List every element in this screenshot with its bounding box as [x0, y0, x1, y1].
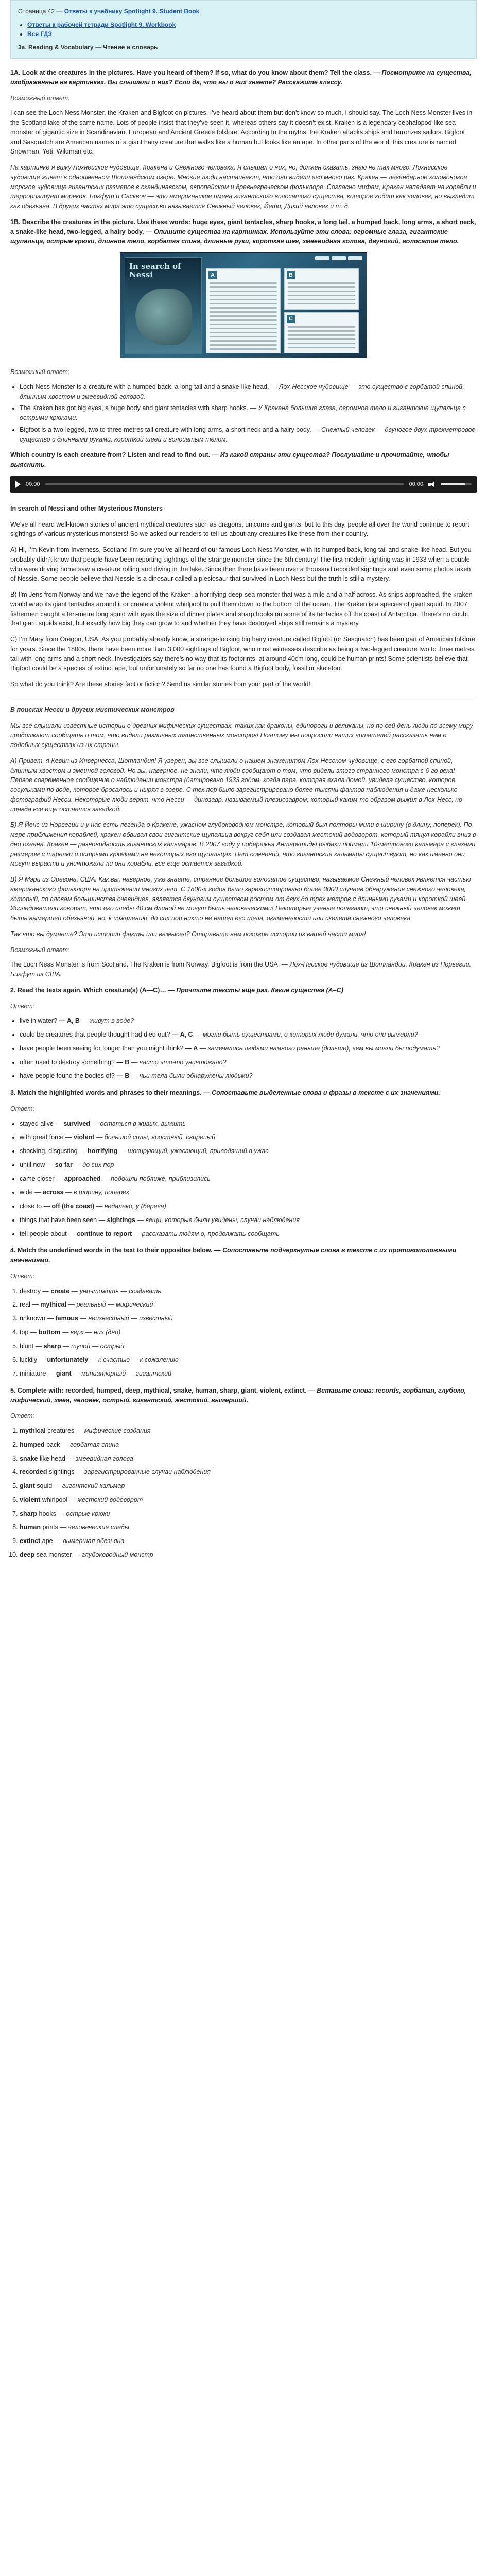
task-5-title-en: 5. Complete with: recorded, humped, deep, mythical, snake, human, sharp, giant, violent, extinct.	[10, 1386, 307, 1394]
list-item: 1. mythical creatures — мифические создания	[20, 1426, 477, 1436]
possible-answer-label: Возможный ответ:	[10, 94, 70, 102]
task-5-title-ru: — Вставьте слова: records, горбатая, глубоко, мифический, змея, человек, острый, гигантский, жестокий, вымерший.	[10, 1386, 466, 1404]
task-1b-title	[10, 217, 477, 246]
list-item: • shocking, disgusting — horrifying — шокирующий, ужасающий, приводящий в ужас	[20, 1146, 477, 1156]
textbook-page-image	[120, 252, 367, 358]
task-3-title	[10, 1088, 477, 1098]
workbook-link[interactable]: Ответы к рабочей тетради Spotlight 9. Workbook	[27, 21, 176, 28]
task-2-title-en: 2. Read the texts again. Which creature(s) (A—C)…	[10, 986, 166, 994]
audio-duration: 00:00	[409, 481, 423, 487]
list-item: • until now — so far — до сих пор	[20, 1160, 477, 1170]
text-column-b	[284, 268, 359, 310]
list-item: • close to — off (the coast) — недалеко, у (берега)	[20, 1201, 477, 1211]
reading-ru-paragraph-b: Б) Я Йенс из Норвегии и у нас есть легенда о Кракене, ужасном глубоководном монстре, который был полторы мили в ширину (в длину, поперек). По мере приближения кораблей, кракен обвивал свои гигантские щупальца вокруг себя или создавал жестокий водоворот, который тянул корабли вниз в дно океана. Кракен — разновидность гигантских кальмаров. В 2007 году у побережья Антарктиды рыбаки поймали 10-метрового кальмара с глазами размером с тарелки и острыми крючками на некоторых его щупальцах. Нет сомнений, что гигантские кальмары существуют, но как именно они могут вырасти и уничтожали ли они корабли, все еще остается загадкой.	[10, 821, 476, 868]
possible-answer-label: Возможный ответ:	[10, 368, 70, 376]
list-item: • things that have been seen — sightings — вещи, которые были увидены, случаи наблюдения	[20, 1215, 477, 1225]
list-item	[27, 29, 469, 39]
related-links	[27, 20, 469, 39]
task-3-title-ru: — Сопоставьте выделенные слова и фразы в тексте с их значениями.	[203, 1089, 440, 1096]
letter-b: B	[287, 271, 295, 279]
list-item: 6. luckily — unfortunately — к счастью — к сожалению	[20, 1355, 477, 1365]
task-1a-title-ru: — Посмотрите на существа, изображенные на картинках. Вы слышали о них? Если да, что вы о них знаете? Расскажите классу.	[10, 69, 472, 86]
image-title: In search of Nessi	[129, 262, 181, 279]
list-item: 5. blunt — sharp — тупой — острый	[20, 1342, 477, 1351]
monster-illustration	[135, 289, 192, 345]
student-book-link[interactable]: Ответы к учебнику Spotlight 9. Student Book	[64, 8, 200, 15]
list-item: 6. violent whirlpool — жестокий водоворот	[20, 1495, 477, 1505]
list-item: 7. sharp hooks — острые крюки	[20, 1509, 477, 1519]
section-tag: 3a. Reading & Vocabulary — Чтение и словарь	[18, 44, 158, 51]
task-which-title	[10, 450, 477, 470]
list-item: 2. humped back — горбатая спина	[20, 1440, 477, 1450]
answer-label: Ответ:	[10, 1272, 35, 1280]
answer-label: Ответ:	[10, 1412, 35, 1420]
list-item: • with great force — violent — большой силы, яростный, свирепый	[20, 1132, 477, 1142]
answer-label: Ответ:	[10, 1002, 35, 1010]
task-5-title	[10, 1386, 477, 1405]
list-item: 8. human prints — человеческие следы	[20, 1522, 477, 1532]
task-2-title	[10, 986, 477, 995]
list-item: 3. unknown — famous — неизвестный — известный	[20, 1314, 477, 1324]
list-item: 4. recorded sightings — зарегистрированные случаи наблюдения	[20, 1467, 477, 1477]
list-item: 5. giant squid — гигантский кальмар	[20, 1481, 477, 1491]
text-column-a	[206, 268, 281, 353]
letter-a: A	[208, 271, 217, 279]
task-2-answers	[20, 1016, 477, 1081]
task-1a-title-en: 1A. Look at the creatures in the pictures. Have you heard of them? If so, what do you know about them? Tell the class.	[10, 69, 372, 76]
breadcrumb	[18, 7, 469, 16]
header-box	[10, 0, 477, 59]
audio-current-time: 00:00	[26, 481, 40, 487]
task-4-answers	[20, 1286, 477, 1379]
list-item: • could be creatures that people thought had died out? — A, C — могли быть существами, о которых люди думали, что они вымерли?	[20, 1030, 477, 1040]
task-2-title-ru: — Прочтите тексты еще раз. Какие существа (А–С)	[168, 986, 343, 994]
reading-title: In search of Nessi and other Mysterious Monsters	[10, 504, 163, 512]
task-which-title-en: Which country is each creature from? Listen and read to find out.	[10, 451, 211, 459]
list-item	[27, 20, 469, 29]
task-1b-answers	[20, 382, 477, 445]
list-item: 10. deep sea monster — глубоководный монстр	[20, 1550, 477, 1560]
task-1b-title-en: 1B. Describe the creatures in the picture. Use these words: huge eyes, giant tentacles, sharp hooks, a long tail, a humped back, long arms, a short neck, a snake-like head, two-legged, a hairy body.	[10, 218, 476, 235]
list-item: 7. miniature — giant — миниатюрный — гигантский	[20, 1369, 477, 1379]
list-item: 3. snake like head — змеевидная голова	[20, 1454, 477, 1464]
task-1a-answer-en: I can see the Loch Ness Monster, the Kraken and Bigfoot on pictures. I’ve heard about them but don’t know so much, I should say. The Loch Ness Monster lives in the Scotland lake of the same name. Lots of people insist that they’ve seen it, whereas others say it doesn’t exist. Kraken is a legendary cephalopod-like sea monster of gigantic size in Scandinavian, European and Ancient Greece folklore. According to the myths, the Kraken attacks ships and terrorizes sailors. Bigfoot and Sasquatch are American names of a giant hairy creature that walks like a human but looks like an ape. In other parts of the world, this creature is named Snowman, Yeti, Wildman etc.	[10, 109, 473, 156]
page-tabs	[315, 256, 362, 260]
task-4-title	[10, 1246, 477, 1265]
reading-closing: So what do you think? Are these stories fact or fiction? Send us similar stories from your part of the world!	[10, 681, 310, 688]
list-item: • live in water? — A, B — живут в воде?	[20, 1016, 477, 1026]
task-3-title-en: 3. Match the highlighted words and phrases to their meanings.	[10, 1089, 202, 1096]
list-item: • wide — across — в ширину, поперек	[20, 1188, 477, 1197]
answer-label: Ответ:	[10, 1105, 35, 1112]
list-item: • often used to destroy something? — B — часто что-то уничтожало?	[20, 1058, 477, 1067]
list-item: 9. extinct ape — вымершая обезьяна	[20, 1536, 477, 1546]
task-4-title-ru: — Сопоставьте подчеркнутые слова в тексте с их противоположными значениями.	[10, 1247, 457, 1264]
audio-progress-bar[interactable]	[45, 483, 404, 485]
reading-ru-closing: Так что вы думаете? Эти истории факты или вымысел? Отправьте нам похожие истории из вашей части мира!	[10, 930, 366, 938]
reading-ru-paragraph-a: А) Привет, я Кевин из Инвернесса, Шотландия! Я уверен, вы все слышали о нашем знаменитом Лох-Несском чудовище, с его горбатой спиной, длинным хвостом и змеиной головой. Но вы, наверное, не знали, что люди сообщают о том, что видели этого странного монстра с 6-го века! Первое современное сообщение о наблюдении монстра (датировано 1933 годом, когда пара, которая ехала домой, увидела существо, которое сосульками по воде, которое бросалось и нырял в озере. С тех пор было зарегистрировано более тысячи фактов наблюдения и даже несколько фотографий Несси. Некоторые люди верят, что Несси — динозавр, называемый плезиозавром, который каким-то образом выжил в Лох-Несс, но правда все еще остается загадкой.	[10, 757, 462, 813]
all-gdz-link[interactable]: Все ГДЗ	[27, 30, 53, 38]
reading-ru-intro: Мы все слышали известные истории о древних мифических существах, таких как драконы, единороги и великаны, но по сей день люди по всему миру продолжают сообщать о том, что видели различных таинственных монстров! Поэтому мы попросили наших читателей рассказать нам о подобных существах из их страны.	[10, 722, 473, 749]
task-5-answers	[20, 1426, 477, 1560]
list-item: • have people found the bodies of? — B — чьи тела были обнаружены людьми?	[20, 1071, 477, 1081]
reading-ru-title: В поисках Несси и других мистических монстров	[10, 706, 175, 714]
task-4-title-en: 4. Match the underlined words in the text to their opposites below.	[10, 1247, 213, 1255]
page-illustration	[125, 257, 202, 354]
list-item: • have people been seeing for longer than you might think? — A — замечались людьми намного раньше (дольше), чем вы могли бы подумать?	[20, 1044, 477, 1054]
letter-c: C	[287, 315, 295, 323]
possible-answer-label: Возможный ответ:	[10, 946, 70, 954]
task-1b-title-ru: — Опишите существа на картинках. Используйте эти слова: огромные глаза, гигантские щупальца, острые крюки, длинное тело, горбатая спина, длинные руки, короткая шея, змеевидная голова, двуногий, волосатое тело.	[10, 228, 459, 245]
list-item: • stayed alive — survived — остаться в живых, выжить	[20, 1119, 477, 1129]
list-item: • came closer — approached — подошли поближе, приблизились	[20, 1174, 477, 1184]
task-1a-title	[10, 68, 477, 88]
volume-slider[interactable]	[441, 483, 472, 485]
reading-paragraph-a: A) Hi, I’m Kevin from Inverness, Scotland I’m sure you’ve all heard of our famous Loch Ness Monster, with its humped back, long tail and snake-like head. But you probably didn’t know that people have been reporting sightings of the strange monster since the 6th century! The first modern sighting was in 1933 when a couple who were driving home saw a creature rolling and diving in the lake. Since then there have been over a thousand recorded sightings and even some photos taken of Nessie. Some people believe that Nessie is a dinosaur called a plesiosaur that survived in Loch Ness but the truth is still a mystery.	[10, 546, 472, 583]
breadcrumb-prefix: Страница 42 —	[18, 8, 63, 15]
list-item: 2. real — mythical — реальный — мифический	[20, 1300, 477, 1310]
task-3-answers	[20, 1119, 477, 1239]
task-1a-answer-ru: На картинке я вижу Лохнесское чудовище, Кракена и Снежного человека. Я слышал о них, но, должен сказать, знаю не так много. Лохнесское чудовище живет в одноименном Шотландском озере. Многие люди настаивают, что они видели его много раз. Кракен — легендарное головоногое морское чудовище гигантских размеров в скандинавском, европейском и древнегреческом фольклоре. Согласно мифам, Кракен нападает на корабли и терроризирует моряков. Бигфут и Сасквоч — это американские имена гигантского волосатого существа, которое ходит как человек, но выглядит как обезьяна. В других частях мира это существо называется Снежный человек, Йети, Дикий человек и т. д.	[10, 164, 476, 210]
reading-ru-paragraph-c: В) Я Мэри из Орегона, США. Как вы, наверное, уже знаете, странное большое волосатое существо, называемое Снежный человек является частью американского фольклора на протяжении многих лет. С 1800-х годов было зарегистрировано более 3000 случаев обнаружения снежного человека, который, по словам большинства очевидцев, является двуногим существом ростом от двух до трех метров с длинными руками и короткой шеей. Исследователи говорят, что его следы 40 см длиной не могут быть человеческими! Некоторые ученые полагают, что снежный человек может быть вымершей обезьяной, но, к сожалению, до сих пор никто не нашел его тела, окаменелости или скелета снежного человека.	[10, 876, 471, 922]
reading-paragraph-b: B) I’m Jens from Norway and we have the legend of the Kraken, a horrifying deep-sea monster that was a mile and a half across. As ships approached, the kraken would wrap its giant tentacles around it or create a violent whirlpool to pull them down to the bottom of the ocean. The Kraken is a species of giant squid. In 2007, fishermen caught a ten-metre long squid with eyes the size of dinner plates and sharp hooks on some of its tentacles off the coast of Antarctica. There’s no doubt that giant squids exist, but exactly how big they can grow to and whether they have destroyed ships still remains a mystery.	[10, 591, 473, 628]
list-item: 1. destroy — create — уничтожить — создавать	[20, 1286, 477, 1296]
audio-player	[10, 476, 477, 493]
list-item: • Loch Ness Monster is a creature with a humped back, a long tail and a snake-like head. — Лох-Несское чудовище — это существо с горбатой спиной, длинным хвостом и змеевидной головой.	[20, 382, 477, 402]
reading-paragraph-c: C) I’m Mary from Oregon, USA. As you probably already know, a strange-looking big hairy creature called Bigfoot (or Sasquatch) has been part of American folklore for years. Since the 1800s, there have been more than 3,000 sightings of Bigfoot, who most witnesses describe as being a two-legged creature two to three metres tall with long arms and a short neck. Investigators say there’s no way that its footprints, at around 40cm long, could be human prints! Some scientists believe that Bigfoot could be a species of extinct ape, but unfortunately so far no one has found a Bigfoot body, fossil or skeleton.	[10, 636, 476, 672]
reading-intro: We’ve all heard well-known stories of ancient mythical creatures such as dragons, unicorns and giants, but to this day, people all over the world continue to report sightings of various mysterious monsters! So we asked our readers to tell us about any creatures like these from their country.	[10, 520, 469, 538]
list-item: 4. top — bottom — верх — низ (дно)	[20, 1328, 477, 1337]
summary-answer: The Loch Ness Monster is from Scotland. The Kraken is from Norway. Bigfoot is from the USA. — Лох-Несское чудовище из Шотландии. Кракен из Норвегии. Бигфут из США.	[10, 961, 472, 978]
volume-level	[441, 483, 465, 485]
text-column-c	[284, 312, 359, 353]
list-item: • tell people about — continue to report — рассказать людям о, продолжать сообщать	[20, 1229, 477, 1239]
play-icon[interactable]	[15, 481, 21, 488]
list-item: • The Kraken has got big eyes, a huge body and giant tentacles with sharp hooks. — У Кракена большие глаза, огромное тело и гигантские щупальца с острыми крюками.	[20, 403, 477, 423]
volume-icon[interactable]	[428, 482, 436, 487]
list-item: • Bigfoot is a two-legged, two to three metres tall creature with long arms, a short neck and a hairy body. — Снежный человек — двуногое двух-трехметровое существо с длинными руками, короткой шеей и волосатым телом.	[20, 425, 477, 445]
task-which-title-ru: — Из какой страны эти существа? Послушайте и прочитайте, чтобы выяснить.	[10, 451, 449, 468]
